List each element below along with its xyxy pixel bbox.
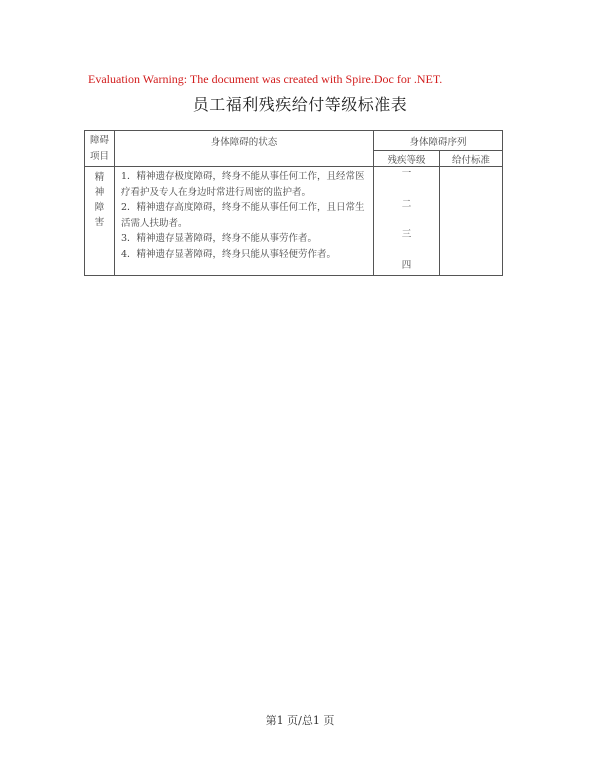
category-char: 精 <box>94 172 105 183</box>
header-state: 身体障碍的状态 <box>115 131 374 167</box>
level-cell <box>374 167 440 276</box>
table-row <box>85 167 503 276</box>
level-value: 三 <box>401 229 412 240</box>
state-item: 2．精神遗存高度障碍，终身不能从事任何工作，且日常生活需人扶助者。 <box>121 202 365 229</box>
page-footer: 第1 页/总1 页 <box>265 714 335 727</box>
header-category-line2: 项目 <box>89 151 109 162</box>
state-cell <box>115 167 374 276</box>
category-char: 神 <box>94 187 105 198</box>
standard-cell <box>440 167 503 276</box>
level-value: 四 <box>401 259 412 271</box>
header-standard: 给付标准 <box>440 151 503 167</box>
header-category <box>85 131 115 167</box>
state-item: 4．精神遗存显著障碍，终身只能从事轻便劳作者。 <box>121 248 337 260</box>
category-char: 障 <box>94 202 105 213</box>
header-level: 残疾等级 <box>374 151 440 167</box>
document-title: 员工福利残疾给付等级标准表 <box>192 95 408 114</box>
level-value: 二 <box>401 198 412 210</box>
header-sequence: 身体障碍序列 <box>374 131 503 151</box>
header-category-line1: 障碍 <box>89 135 109 146</box>
category-char: 害 <box>94 217 105 228</box>
disability-table <box>84 130 503 276</box>
level-value: 一 <box>401 168 412 179</box>
state-item: 1．精神遗存极度障碍，终身不能从事任何工作，且经常医疗看护及专人在身边时常进行周密的监护者。 <box>121 171 365 198</box>
evaluation-warning: Evaluation Warning: The document was created with Spire.Doc for .NET. <box>88 72 443 86</box>
state-item: 3．精神遗存显著障碍，终身不能从事劳作者。 <box>121 233 318 244</box>
category-cell <box>85 167 115 276</box>
